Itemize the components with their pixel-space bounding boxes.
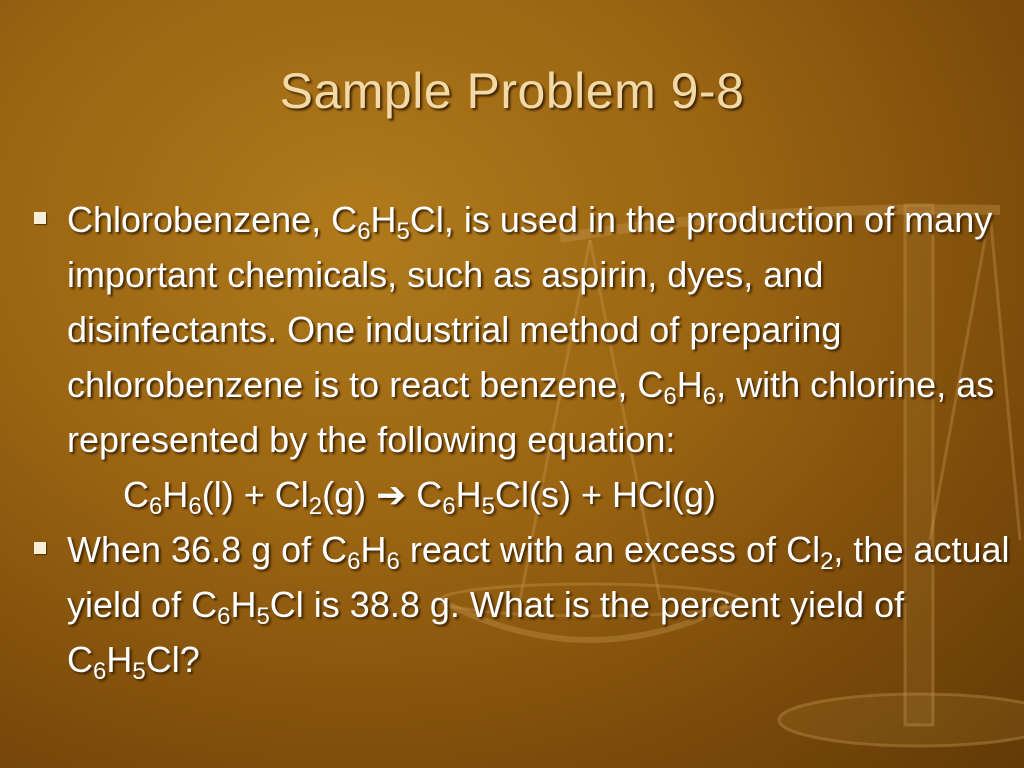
reaction-arrow-icon: ➔	[376, 474, 407, 515]
square-bullet-icon	[34, 542, 46, 554]
bullet-item-chlorobenzene	[30, 192, 1010, 522]
bullet-text: Chlorobenzene, $C_6H_5Cl$, is used in the production of many important chemicals, such as aspirin, dyes, and disinfectants. One industrial method of preparing chlorobenzene is to react benzene, $C_6H_6$, with chlorine, as represented by the following equation:	[67, 199, 995, 460]
slide-title: Sample Problem 9-8	[279, 63, 745, 119]
bullet-text: When 36.8 g of $C_6H_6$ react with an excess of $Cl_2$, the actual yield of $C_6H_5Cl$ is 38.8 g. What is the percent yield of $C_6H_5Cl$?	[67, 529, 1010, 685]
chemical-equation: $C_6H_6(l) + Cl_2(g)$ ➔ $C_6H_5Cl(s) + HCl(g)$	[123, 474, 716, 520]
bullet-item-question	[30, 522, 1010, 687]
square-bullet-icon	[34, 212, 46, 224]
bullet-list	[30, 192, 1010, 687]
